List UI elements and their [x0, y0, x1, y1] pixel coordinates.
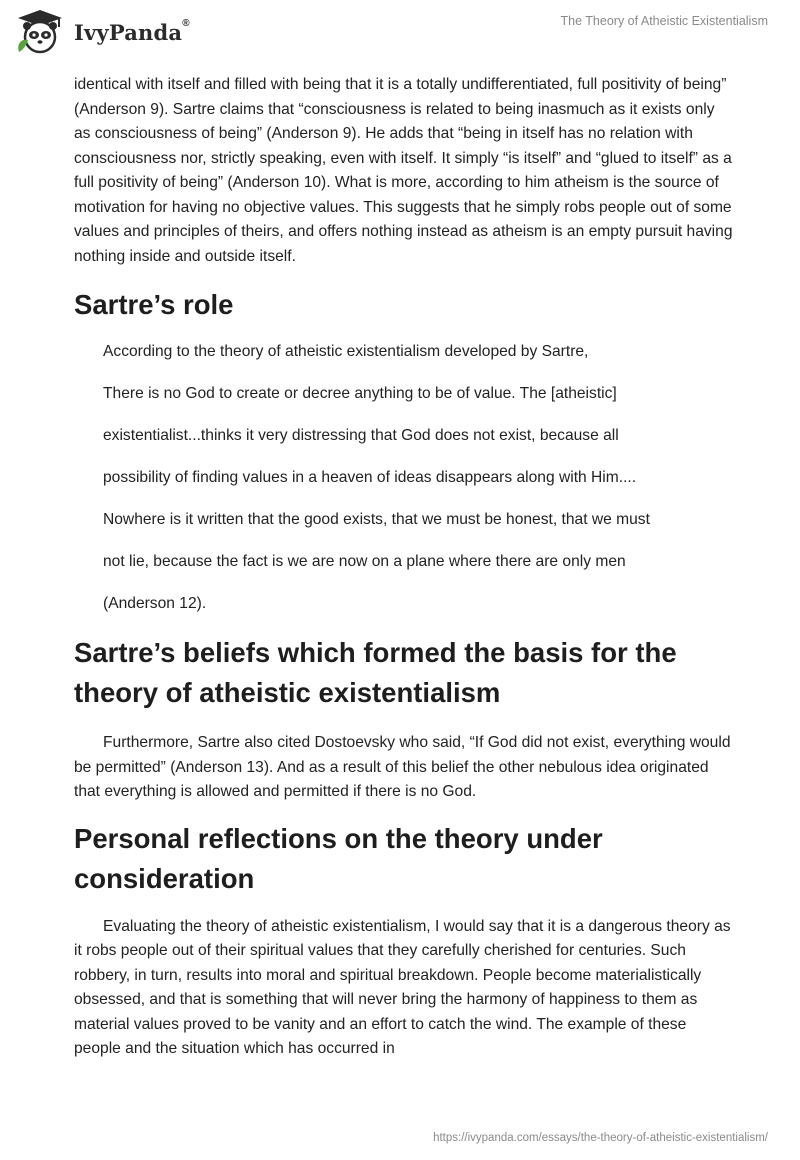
quote-line: existentialist...thinks it very distressing that God does not exist, because all	[103, 427, 619, 444]
section-heading-sartres-role: Sartre’s role	[74, 289, 234, 320]
quote-line: (Anderson 12).	[103, 595, 207, 612]
intro-paragraph: identical with itself and filled with being that it is a totally undifferentiated, full positivity of being” (Anderson 9). Sartre claims that “consciousness is related to being inasmuch as it exists only as consciousness of being” (Anderson 9). He adds that “being in itself has no relation with consciousness nor, strictly speaking, even with itself. It simply “is itself” and “glued to itself” as a full positivity of being” (Anderson 10). What is more, according to him atheism is the source of motivation for having no objective values. This suggests that he simply robs people out of some values and principles of theirs, and offers nothing instead as atheism is an empty pursuit having nothing inside and outside itself.	[74, 76, 733, 265]
quote-line: not lie, because the fact is we are now on a plane where there are only men	[103, 553, 626, 570]
page-header	[0, 0, 800, 72]
section-heading-sartres-beliefs: Sartre’s beliefs which formed the basis for the theory of atheistic existentialism	[74, 637, 677, 708]
quote-line: According to the theory of atheistic existentialism developed by Sartre,	[103, 343, 589, 360]
reflections-paragraph: Evaluating the theory of atheistic existentialism, I would say that it is a dangerous theory as it robs people out of their spiritual values that they carefully cherished for centuries. Such robbery, in turn, results into moral and spiritual breakdown. People become materialistically obsessed, and that is something that will never bring the harmony of happiness to them as material values proved to be vanity and an effort to catch the wind. The example of these people and the situation which has occurred in	[74, 917, 731, 1057]
quote-line: There is no God to create or decree anything to be of value. The [atheistic]	[103, 385, 617, 402]
beliefs-paragraph: Furthermore, Sartre also cited Dostoevsky who said, “If God did not exist, everything would be permitted” (Anderson 13). And as a result of this belief the other nebulous idea originated that everything is allowed and permitted if there is no God.	[74, 734, 731, 800]
panda-logo-icon	[14, 8, 66, 56]
document-title: The Theory of Atheistic Existentialism	[560, 14, 768, 28]
brand-name: IvyPanda®	[74, 17, 190, 45]
quote-line: possibility of finding values in a heaven of ideas disappears along with Him....	[103, 469, 637, 486]
quote-line: Nowhere is it written that the good exists, that we must be honest, that we must	[103, 511, 650, 528]
source-url[interactable]: https://ivypanda.com/essays/the-theory-of-atheistic-existentialism/	[433, 1132, 768, 1144]
article-content	[74, 72, 734, 1062]
section-heading-personal-reflections: Personal reflections on the theory under consideration	[74, 822, 603, 894]
block-quote	[74, 331, 734, 625]
brand-logo[interactable]	[14, 8, 190, 56]
